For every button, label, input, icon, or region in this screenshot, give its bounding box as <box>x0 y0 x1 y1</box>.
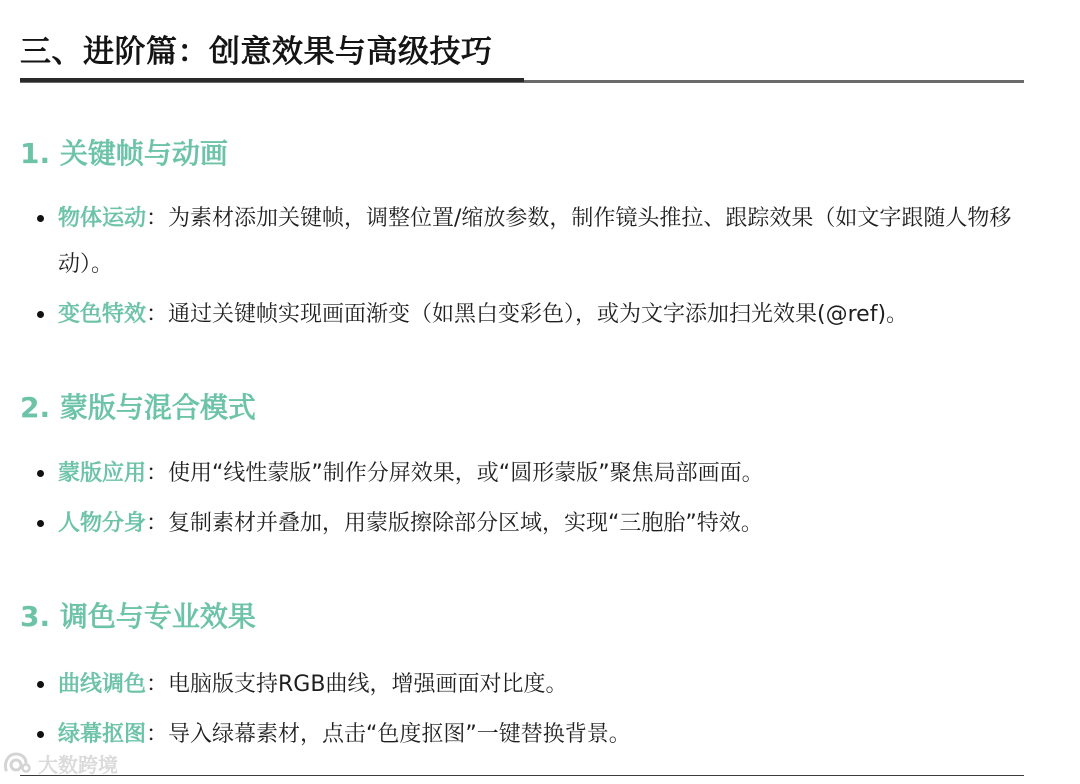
section-list-keyframes <box>20 196 1024 338</box>
list-item-term: 人物分身 <box>58 511 147 536</box>
list-item <box>20 451 1024 497</box>
section-heading-masks: 2. 蒙版与混合模式 <box>20 391 256 424</box>
bullet-icon <box>37 311 44 318</box>
list-item <box>20 662 1024 708</box>
bullet-icon <box>37 681 44 688</box>
list-item <box>20 292 1024 338</box>
list-item-term: 物体运动 <box>58 206 147 231</box>
section-list-masks <box>20 451 1024 547</box>
list-item-text: ：为素材添加关键帧，调整位置/缩放参数，制作镜头推拉、跟踪效果（如文字跟随人物移动）。 <box>58 206 1012 277</box>
list-item <box>20 712 1024 758</box>
title-underline <box>20 78 524 82</box>
list-item-term: 蒙版应用 <box>58 461 147 486</box>
page-title: 三、进阶篇：创意效果与高级技巧 <box>20 34 493 70</box>
brand-logo-icon <box>2 750 32 776</box>
list-item-text: ：使用“线性蒙版”制作分屏效果，或“圆形蒙版”聚焦局部画面。 <box>146 461 764 486</box>
bullet-icon <box>37 520 44 527</box>
section-heading-keyframes: 1. 关键帧与动画 <box>20 137 228 170</box>
list-item-text: ：复制素材并叠加，用蒙版擦除部分区域，实现“三胞胎”特效。 <box>146 511 763 536</box>
list-item-term: 曲线调色 <box>58 672 147 697</box>
list-item <box>20 501 1024 547</box>
bullet-icon <box>37 731 44 738</box>
document-page <box>20 0 1024 784</box>
bullet-icon <box>37 470 44 477</box>
watermark-text: 大数跨境 <box>38 752 118 777</box>
bottom-divider <box>20 775 1024 776</box>
list-item-term: 绿幕抠图 <box>58 722 147 747</box>
list-item-text: ：电脑版支持RGB曲线，增强画面对比度。 <box>146 672 568 697</box>
list-item <box>20 196 1024 288</box>
list-item-text: ：导入绿幕素材，点击“色度抠图”一键替换背景。 <box>146 722 631 747</box>
bullet-icon <box>37 215 44 222</box>
section-list-color <box>20 662 1024 758</box>
list-item-text: ：通过关键帧实现画面渐变（如黑白变彩色），或为文字添加扫光效果(@ref)。 <box>146 302 909 327</box>
list-item-term: 变色特效 <box>58 302 147 327</box>
watermark <box>2 748 118 778</box>
section-heading-color: 3. 调色与专业效果 <box>20 600 256 633</box>
